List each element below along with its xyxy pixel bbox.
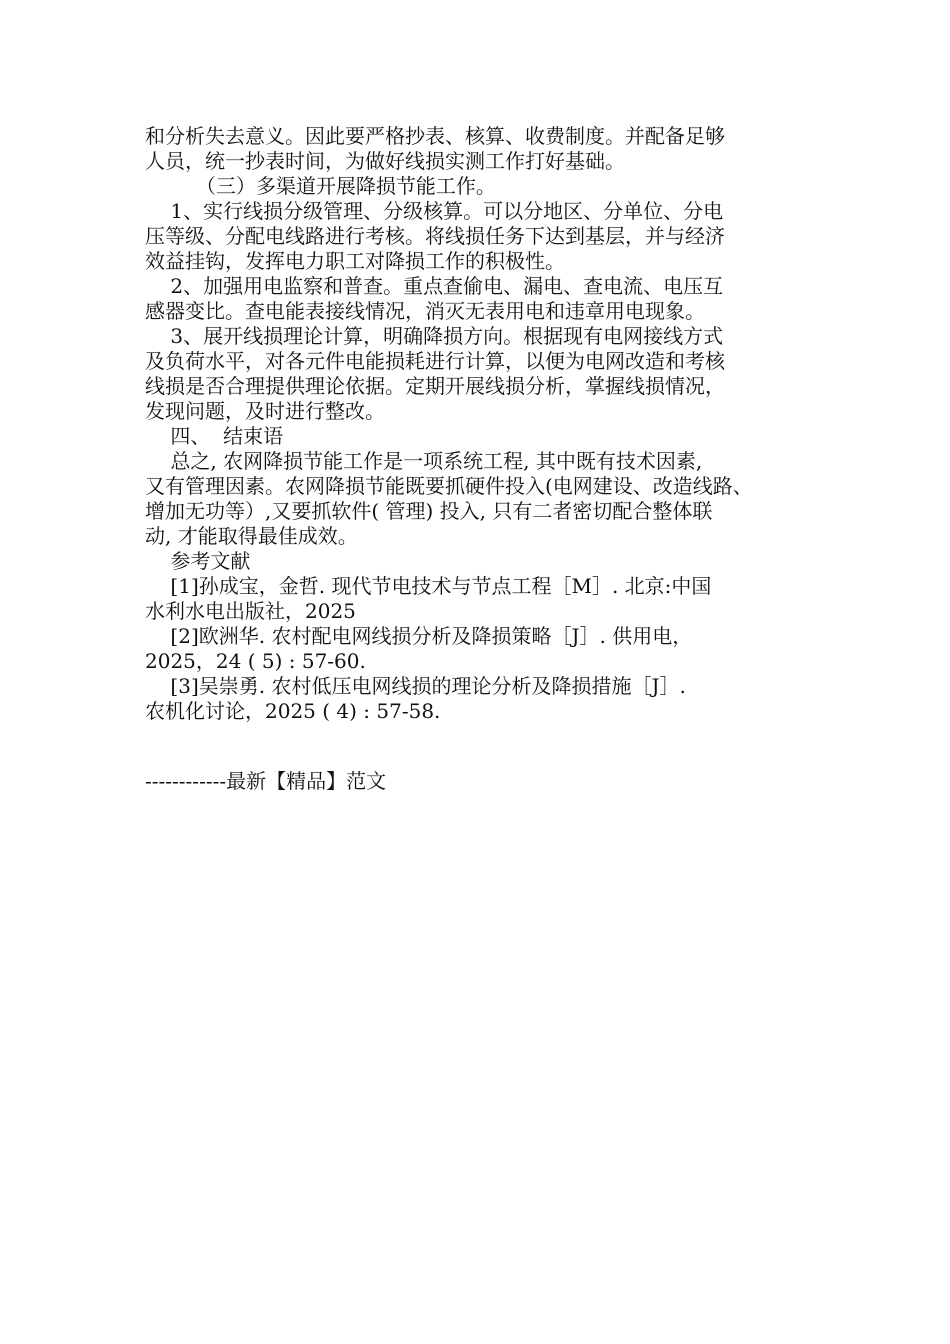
- reference-item: [3]吴崇勇. 农村低压电网线损的理论分析及降损措施［J］.: [145, 674, 686, 698]
- section-heading: 四、 结束语: [145, 424, 284, 448]
- body-line: 及负荷水平，对各元件电能损耗进行计算，以便为电网改造和考核: [145, 349, 725, 373]
- body-line: 线损是否合理提供理论依据。定期开展线损分析，掌握线损情况，: [145, 374, 725, 398]
- body-line: 压等级、分配电线路进行考核。将线损任务下达到基层，并与经济: [145, 224, 725, 248]
- references-heading: 参考文献: [145, 549, 251, 573]
- reference-item: [2]欧洲华. 农村配电网线损分析及降损策略［J］. 供用电，: [145, 624, 693, 648]
- body-line: 3、展开线损理论计算，明确降损方向。根据现有电网接线方式: [145, 324, 724, 348]
- body-line: 人员，统一抄表时间，为做好线损实测工作打好基础。: [145, 149, 625, 173]
- body-line: 又有管理因素。农网降损节能既要抓硬件投入(电网建设、改造线路、: [145, 474, 753, 498]
- reference-item: 水利水电出版社，2025: [145, 599, 356, 623]
- body-line: 发现问题，及时进行整改。: [145, 399, 385, 423]
- body-line: 动, 才能取得最佳成效。: [145, 524, 358, 548]
- body-line: 感器变比。查电能表接线情况，消灭无表用电和违章用电现象。: [145, 299, 705, 323]
- body-line: 效益挂钩，发挥电力职工对降损工作的积极性。: [145, 249, 565, 273]
- footer-text: ------------最新【精品】范文: [145, 769, 387, 793]
- section-heading: （三）多渠道开展降损节能工作。: [145, 174, 496, 198]
- body-line: 总之, 农网降损节能工作是一项系统工程, 其中既有技术因素,: [145, 449, 703, 473]
- document-body: [145, 124, 825, 724]
- reference-item: 农机化讨论，2025 ( 4) : 57-58.: [145, 699, 441, 723]
- reference-item: 2025，24 ( 5) : 57-60.: [145, 649, 366, 673]
- body-line: 增加无功等）,又要抓软件( 管理) 投入, 只有二者密切配合整体联: [145, 499, 713, 523]
- body-line: 和分析失去意义。因此要严格抄表、核算、收费制度。并配备足够: [145, 124, 725, 148]
- reference-item: [1]孙成宝，金哲. 现代节电技术与节点工程［M］. 北京:中国: [145, 574, 712, 598]
- body-line: 2、加强用电监察和普查。重点查偷电、漏电、查电流、电压互: [145, 274, 724, 298]
- body-line: 1、实行线损分级管理、分级核算。可以分地区、分单位、分电: [145, 199, 724, 223]
